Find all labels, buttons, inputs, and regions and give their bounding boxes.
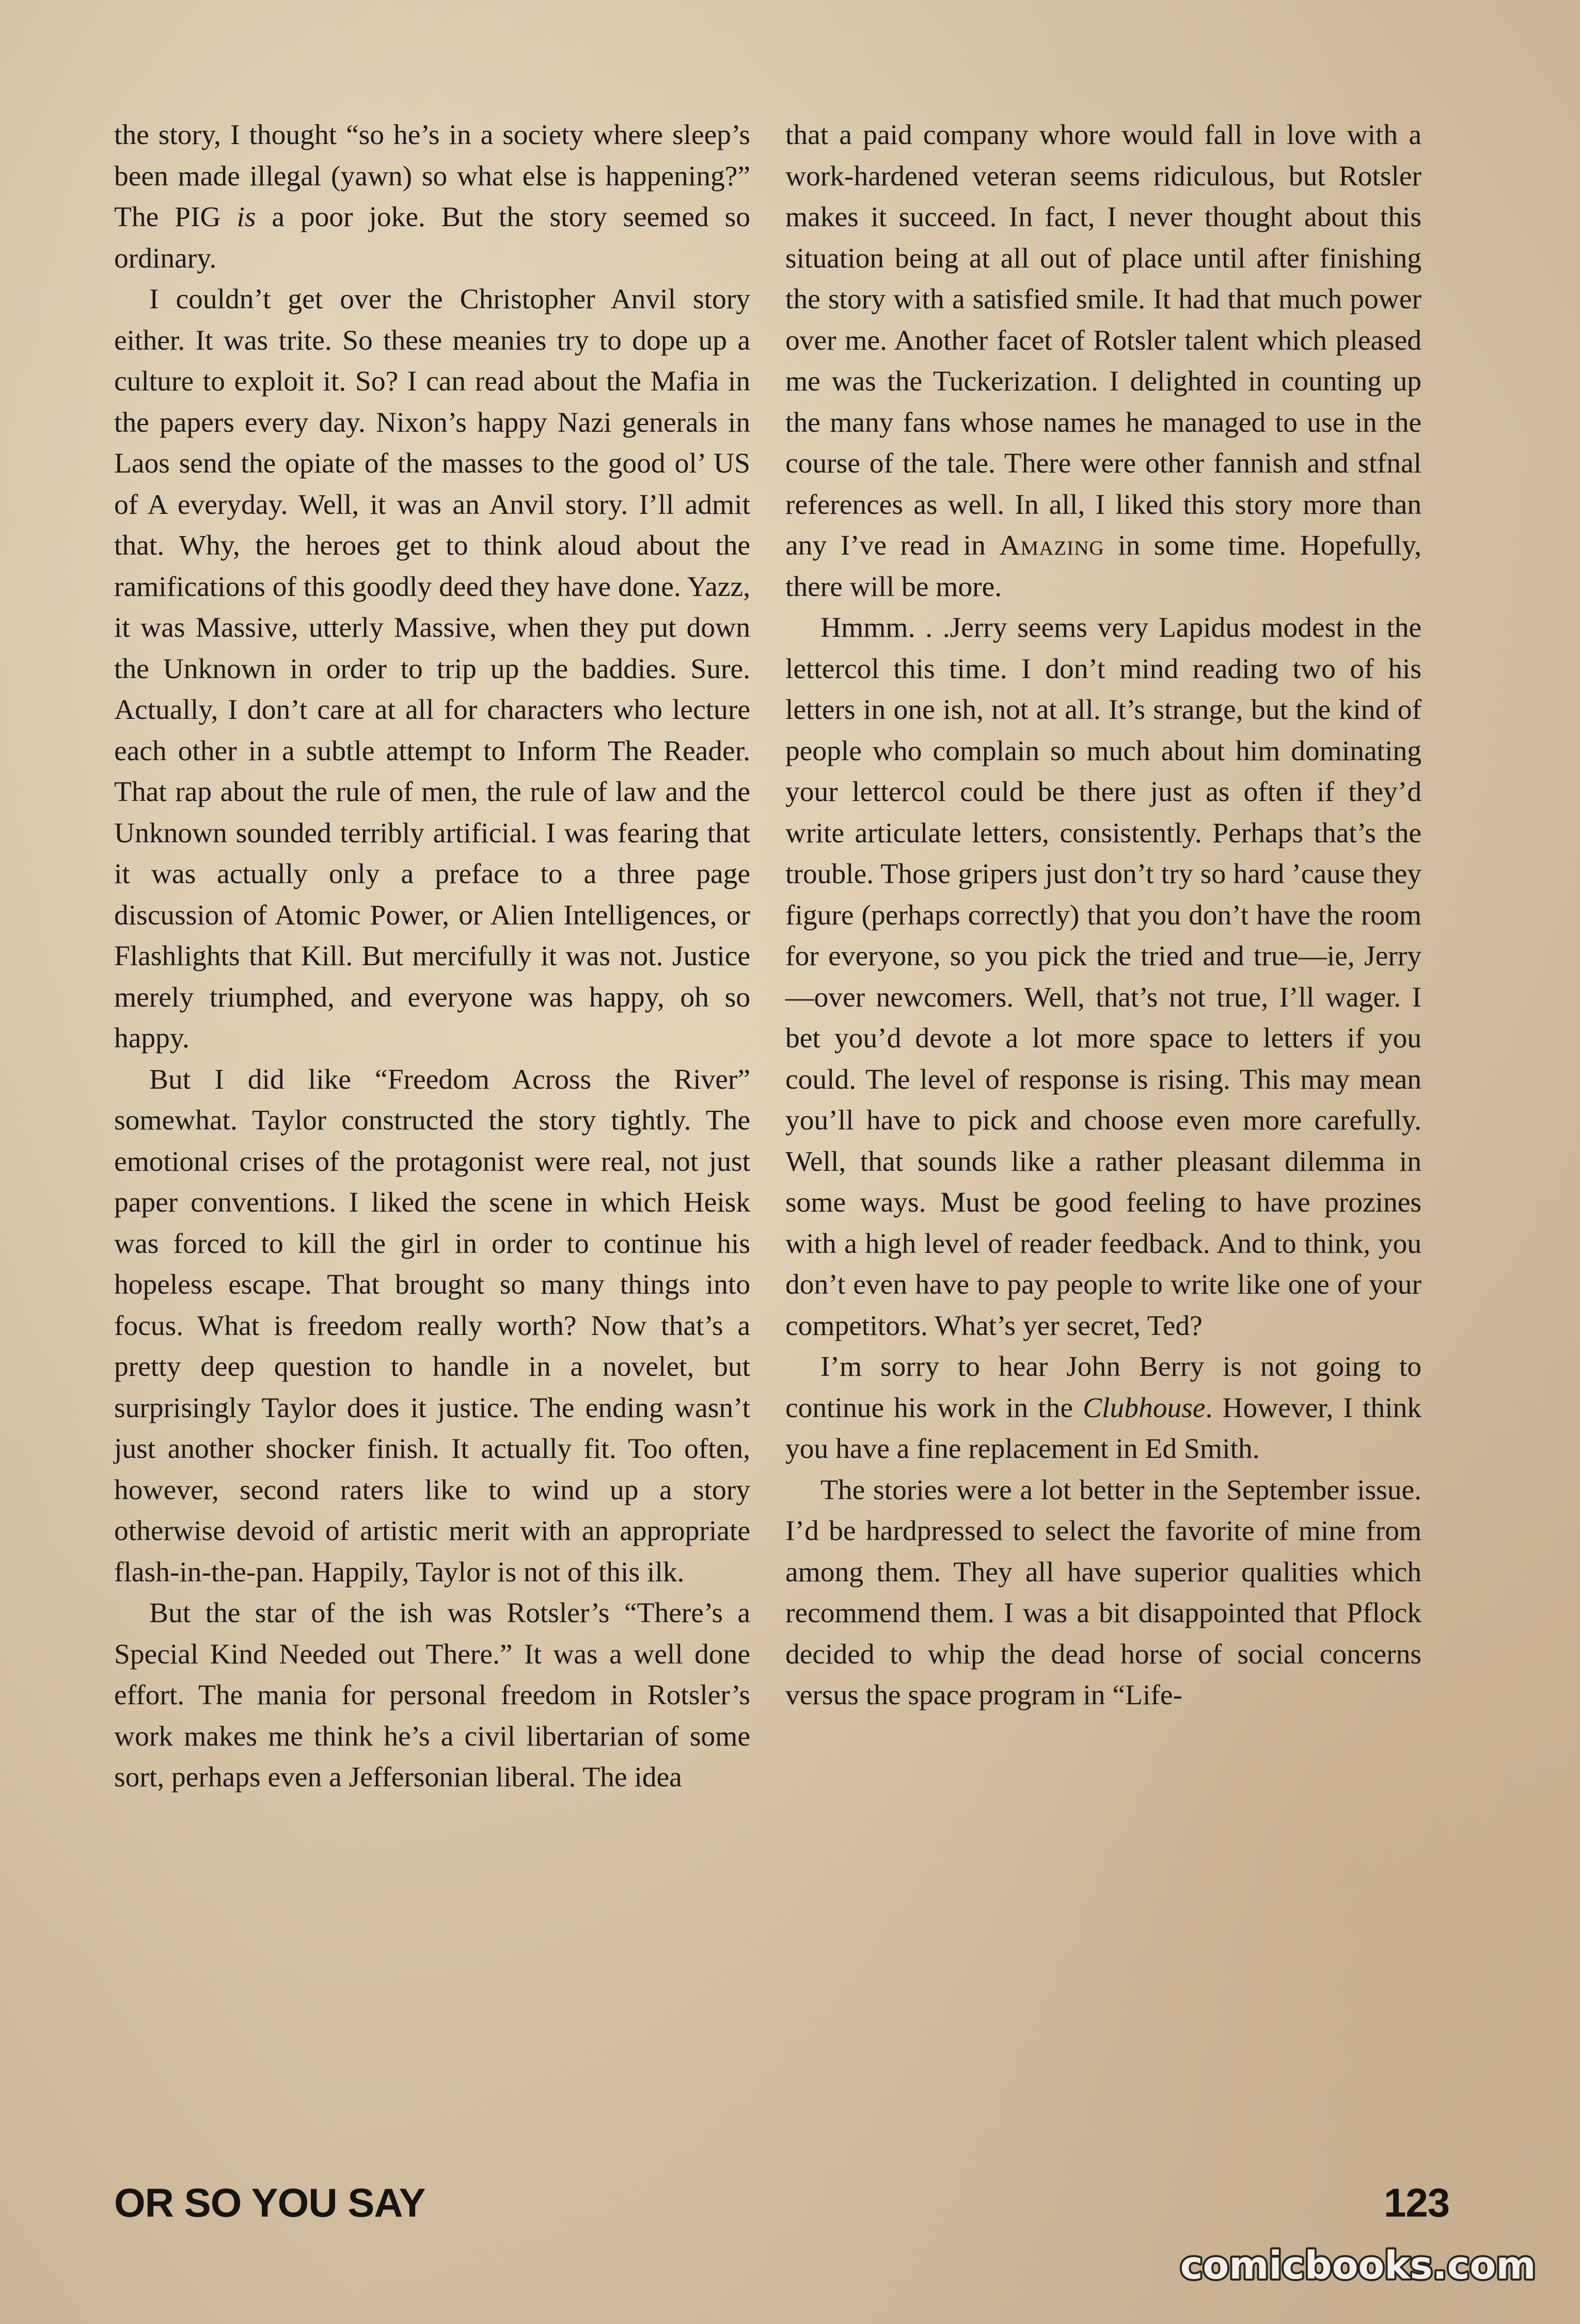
right-paragraph-3 bbox=[785, 1346, 1421, 1470]
footer-section-title: OR SO YOU SAY bbox=[114, 2180, 425, 2225]
watermark-text: comicbooks.com bbox=[1180, 2243, 1536, 2288]
left-paragraph-2: I couldn’t get over the Christopher Anvil story either. It was trite. So these meanies try to dope up a culture to exploit it. So? I can read about the Mafia in the papers every day. Nixon’s happy Nazi generals in Laos send the opiate of the masses to the good ol’ US of A everyday. Well, it was an Anvil story. I’ll admit that. Why, the heroes get to think aloud about the ramifications of this goodly deed they have done. Yazz, it was Massive, utterly Massive, when they put down the Unknown in order to trip up the baddies. Sure. Actually, I don’t care at all for characters who lecture each other in a subtle attempt to Inform The Reader. That rap about the rule of men, the rule of law and the Unknown sounded terribly artificial. I was fearing that it was actually only a preface to a three page discussion of Atomic Power, or Alien Intelligences, or Flashlights that Kill. But mercifully it was not. Justice merely triumphed, and everyone was happy, oh so happy. bbox=[114, 284, 750, 1054]
magazine-title-amazing: Amazing bbox=[999, 530, 1104, 561]
right-paragraph-1-text: that a paid company whore would fall in love with a work-hardened veteran seems ridiculous, but Rotsler makes it succeed. In fact, I never thought about this situation being at all out of place until after finishing the story with a satisfied smile. It had that much power over me. Another facet of Rotsler talent which pleased me was the Tuckerization. I delighted in counting up the many fans whose names he managed to use in the course of the tale. There were other fannish and stfnal references as well. In all, I liked this story more than any I’ve read in bbox=[785, 119, 1421, 561]
emphasis-is: is bbox=[236, 201, 256, 233]
left-paragraph-3: But I did like “Freedom Across the River” somewhat. Taylor constructed the story tightly. The emotional crises of the protagonist were real, not just paper conventions. I liked the scene in which Heisk was forced to kill the girl in order to continue his hopeless escape. That brought so many things into focus. What is freedom really worth? Now that’s a pretty deep question to handle in a novelet, but surprisingly Taylor does it justice. The ending wasn’t just another shocker finish. It actually fit. Too often, however, second raters like to wind up a story otherwise devoid of artistic merit with an appropriate flash-in-the-pan. Happily, Taylor is not of this ilk. bbox=[114, 1063, 750, 1588]
right-paragraph-3-end: . However, I think you have a fine replacement in Ed Smith. bbox=[785, 1392, 1421, 1465]
right-paragraph-3-start: I’m sorry to hear John Berry is not going to continue his work in the bbox=[785, 1351, 1421, 1424]
watermark-logo bbox=[1164, 2236, 1557, 2293]
right-paragraph-1-end: in some time. Hopefully, there will be more. bbox=[785, 530, 1421, 603]
right-paragraph-4: The stories were a lot better in the September issue. I’d be hardpressed to select the favorite of mine from among them. They all have superior qualities which recommend them. I was a bit disappointed that Pflock decided to whip the dead horse of social concerns versus the space program in “Life- bbox=[785, 1474, 1421, 1711]
right-text-column bbox=[785, 115, 1421, 1716]
right-paragraph-1 bbox=[785, 115, 1421, 607]
left-text-column bbox=[114, 115, 750, 1798]
left-paragraph-4: But the star of the ish was Rotsler’s “There’s a Special Kind Needed out There.” It was a well done effort. The mania for personal freedom in Rotsler’s work makes me think he’s a civil libertarian of some sort, perhaps even a Jeffersonian liberal. The idea bbox=[114, 1597, 750, 1793]
column-title-clubhouse: Clubhouse bbox=[1083, 1392, 1206, 1424]
right-paragraph-2: Hmmm. . .Jerry seems very Lapidus modest in the lettercol this time. I don’t mind reading two of his letters in one ish, not at all. It’s strange, but the kind of people who complain so much about him dominating your lettercol could be there just as often if they’d write articulate letters, consistently. Perhaps that’s the trouble. Those gripers just don’t try so hard ’cause they figure (perhaps correctly) that you don’t have the room for everyone, so you pick the tried and true—ie, Jerry—over newcomers. Well, that’s not true, I’ll wager. I bet you’d devote a lot more space to letters if you could. The level of response is rising. This may mean you’ll have to pick and choose even more carefully. Well, that sounds like a rather pleasant dilemma in some ways. Must be good feeling to have prozines with a high level of reader feedback. And to think, you don’t even have to pay people to write like one of your competitors. What’s yer secret, Ted? bbox=[785, 612, 1421, 1342]
left-paragraph-1-end: a poor joke. But the story seemed so ordinary. bbox=[114, 201, 751, 274]
left-paragraph-1 bbox=[114, 115, 750, 279]
left-paragraph-1-start: the story, I thought “so he’s in a society where sleep’s been made illegal (yawn) so what else is happening?” The PIG bbox=[114, 119, 750, 233]
page-number: 123 bbox=[1384, 2180, 1450, 2225]
